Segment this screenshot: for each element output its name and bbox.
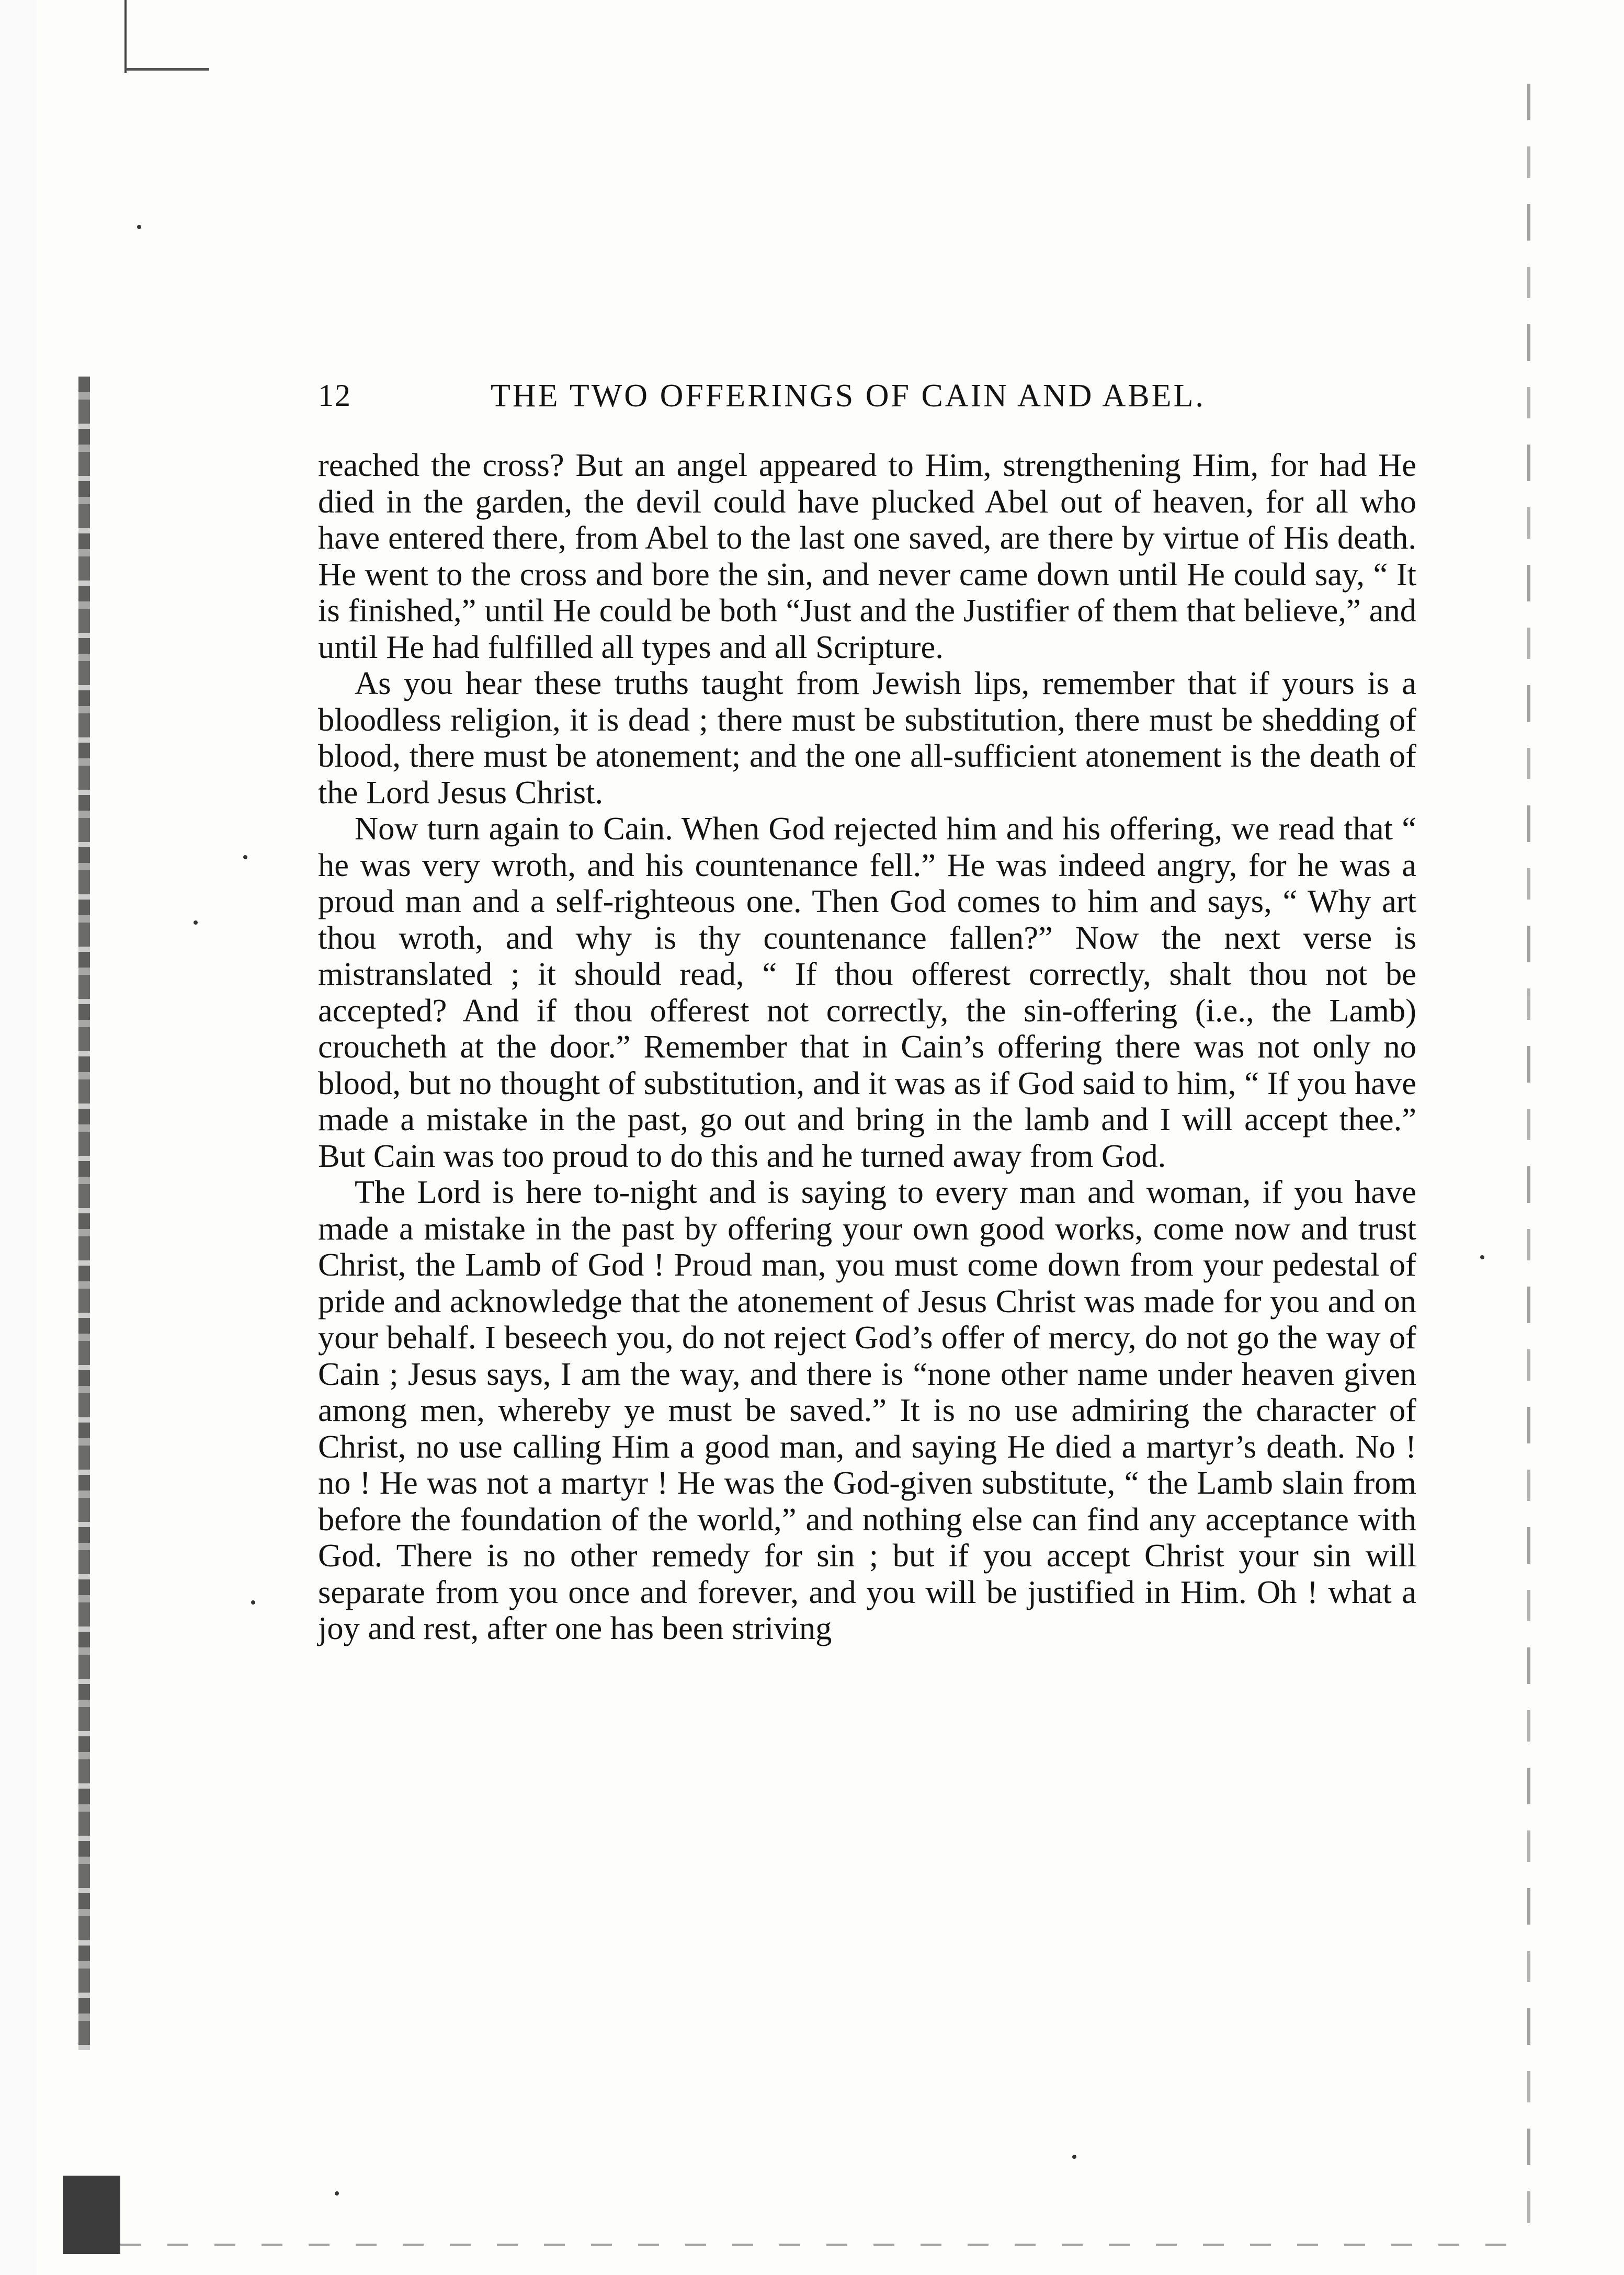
binding-corner-shadow <box>63 2176 120 2254</box>
speck <box>243 855 247 859</box>
page-bottom-edge <box>120 2244 1527 2246</box>
page-right-edge <box>1527 84 1530 2228</box>
speck <box>1072 2155 1076 2159</box>
speck <box>335 2191 339 2196</box>
scan-mark-left <box>124 0 127 73</box>
page-number: 12 <box>318 378 351 413</box>
paragraph: As you hear these truths taught from Jewish lips, remember that if yours is a bloodless religion, it is dead ; there must be substitution, there must be shedding of blood, there must be atonement; and the one all-sufficient atonement is the death of the Lord Jesus Christ. <box>318 665 1416 811</box>
speck <box>1480 1255 1484 1259</box>
paragraph-continued: reached the cross? But an angel appeared to Him, strengthening Him, for had He died in the garden, the devil could have plucked Abel out of heaven, for all who have entered there, from Abel to the last one saved, are there by virtue of His death. He went to the cross and bore the sin, and never came down until He could say, “ It is finished,” until He could be both “Just and the Justifier of them that believe,” and until He had fulfilled all types and all Scripture. <box>318 447 1416 665</box>
binding-shadow <box>78 377 90 2050</box>
speck <box>137 225 141 229</box>
speck <box>194 920 198 925</box>
body-text <box>318 447 1416 1647</box>
paragraph: The Lord is here to-night and is saying to every man and woman, if you have made a mistake in the past by offering your own good works, come now and trust Christ, the Lamb of God ! Proud man, you must come down from your pedestal of pride and acknowledge that the atonement of Jesus Christ was made for you and on your behalf. I beseech you, do not reject God’s offer of mercy, do not go the way of Cain ; Jesus says, I am the way, and there is “none other name under heaven given among men, whereby ye must be saved.” It is no use admiring the character of Christ, no use calling Him a good man, and saying He died a martyr’s death. No ! no ! He was not a martyr ! He was the God-given substitute, “ the Lamb slain from before the foundation of the world,” and nothing else can find any acceptance with God. There is no other remedy for sin ; but if you accept Christ your sin will separate from you once and forever, and you will be justified in Him. Oh ! what a joy and rest, after one has been striving <box>318 1174 1416 1646</box>
scan-mark-top <box>126 68 209 71</box>
paragraph: Now turn again to Cain. When God rejected him and his offering, we read that “ he was very wroth, and his countenance fell.” He was indeed angry, for he was a proud man and a self-righteous one. Then God comes to him and says, “ Why art thou wroth, and why is thy countenance fallen?” Now the next verse is mistranslated ; it should read, “ If thou offerest correctly, shalt thou not be accepted? And if thou offerest not correctly, the sin-offering (i.e., the Lamb) croucheth at the door.” Remember that in Cain’s offering there was not only no blood, but no thought of substitution, and it was as if God said to him, “ If you have made a mistake in the past, go out and bring in the lamb and I will accept thee.” But Cain was too proud to do this and he turned away from God. <box>318 810 1416 1174</box>
speck <box>251 1600 255 1605</box>
binding-margin <box>0 0 37 2275</box>
running-title: THE TWO OFFERINGS OF CAIN AND ABEL. <box>491 378 1206 414</box>
running-header <box>318 378 1427 419</box>
